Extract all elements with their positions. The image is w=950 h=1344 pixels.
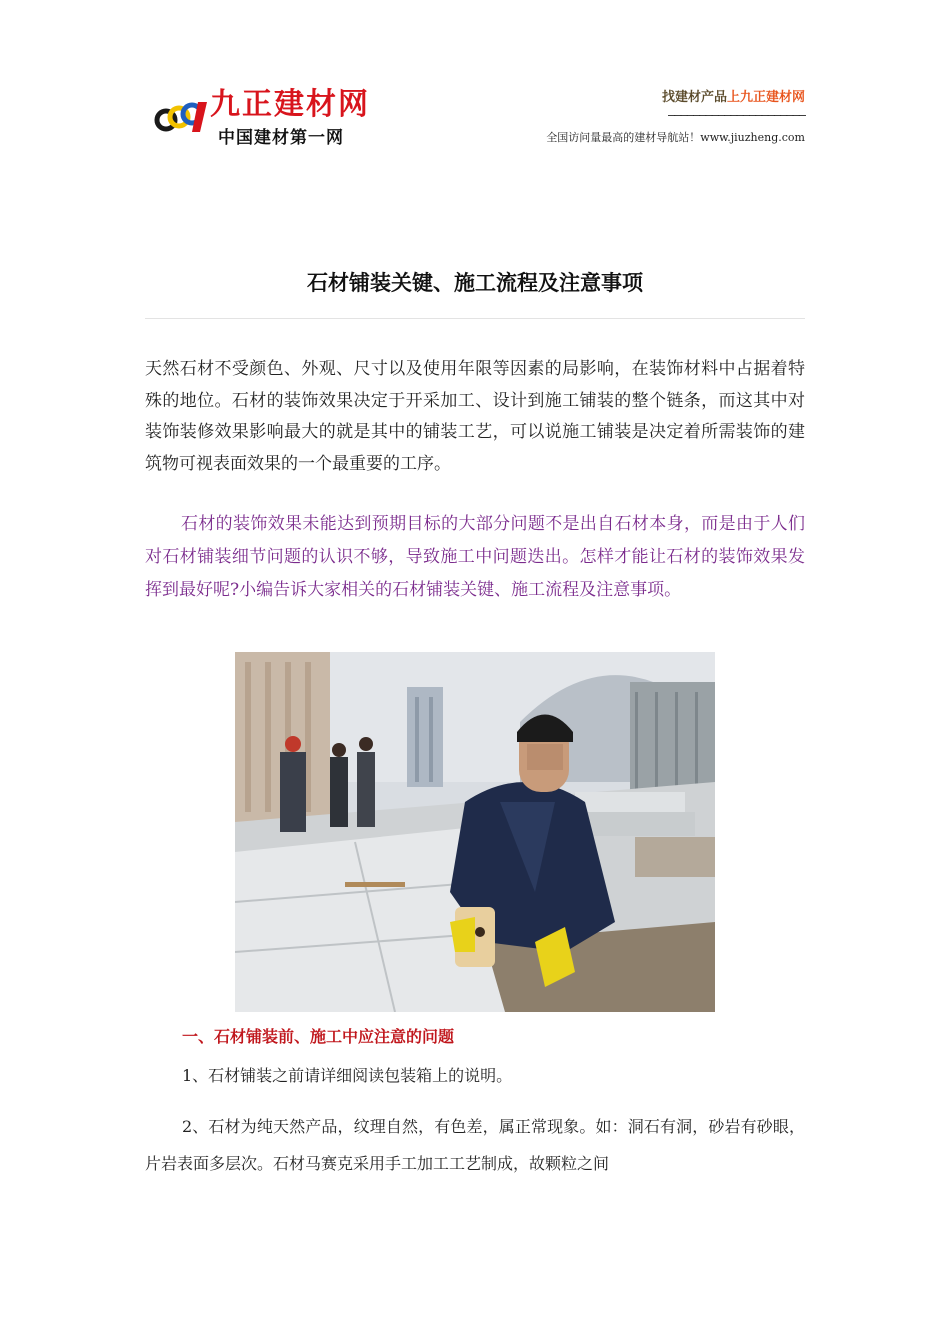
logo-title: 九正建材网 [210,87,370,122]
slogan-divider: —————————————————————— [668,108,805,122]
section-heading: 一、石材铺装前、施工中应注意的问题 [182,1027,455,1046]
article-photo [235,652,715,1012]
header-slogan-block [546,88,805,146]
slogan-prefix: 找建材产品 [661,90,727,105]
title-divider [145,318,805,319]
logo-subtitle: 中国建材第一网 [218,128,344,148]
slogan[interactable] [546,88,805,108]
worker-laying-stone-photo [235,652,715,1012]
intro-paragraph: 天然石材不受颜色、外观、尺寸以及使用年限等因素的局影响，在装饰材料中占据着特殊的地位。石材的装饰效果决定于开采加工、设计到施工铺装的整个链条，而这其中对装饰装修效果影响最大的就是其中的铺装工艺，可以说施工铺装是决定着所需装饰的建筑物可视表面效果的一个最重要的工序。 [145,359,805,474]
site-line[interactable]: 全国访问量最高的建材导航站！www.jiuzheng.com [546,131,805,144]
lead-paragraph: 石材的装饰效果未能达到预期目标的大部分问题不是出自石材本身，而是由于人们对石材铺装细节问题的认识不够，导致施工中问题迭出。怎样才能让石材的装饰效果发挥到最好呢?小编告诉大家相关的石材铺装关键、施工流程及注意事项。 [145,514,805,600]
slogan-highlight: 上九正建材网 [726,90,805,105]
site-logo[interactable] [150,86,390,158]
list-item: 2、石材为纯天然产品，纹理自然，有色差，属正常现象。如：洞石有洞，砂岩有砂眼，片岩表面多层次。石材马赛克采用手工加工工艺制成，故颗粒之间 [145,1117,805,1173]
logo-rings-icon [154,100,208,134]
list-item: 1、石材铺装之前请详细阅读包装箱上的说明。 [182,1066,513,1085]
article-title: 石材铺装关键、施工流程及注意事项 [307,270,643,295]
